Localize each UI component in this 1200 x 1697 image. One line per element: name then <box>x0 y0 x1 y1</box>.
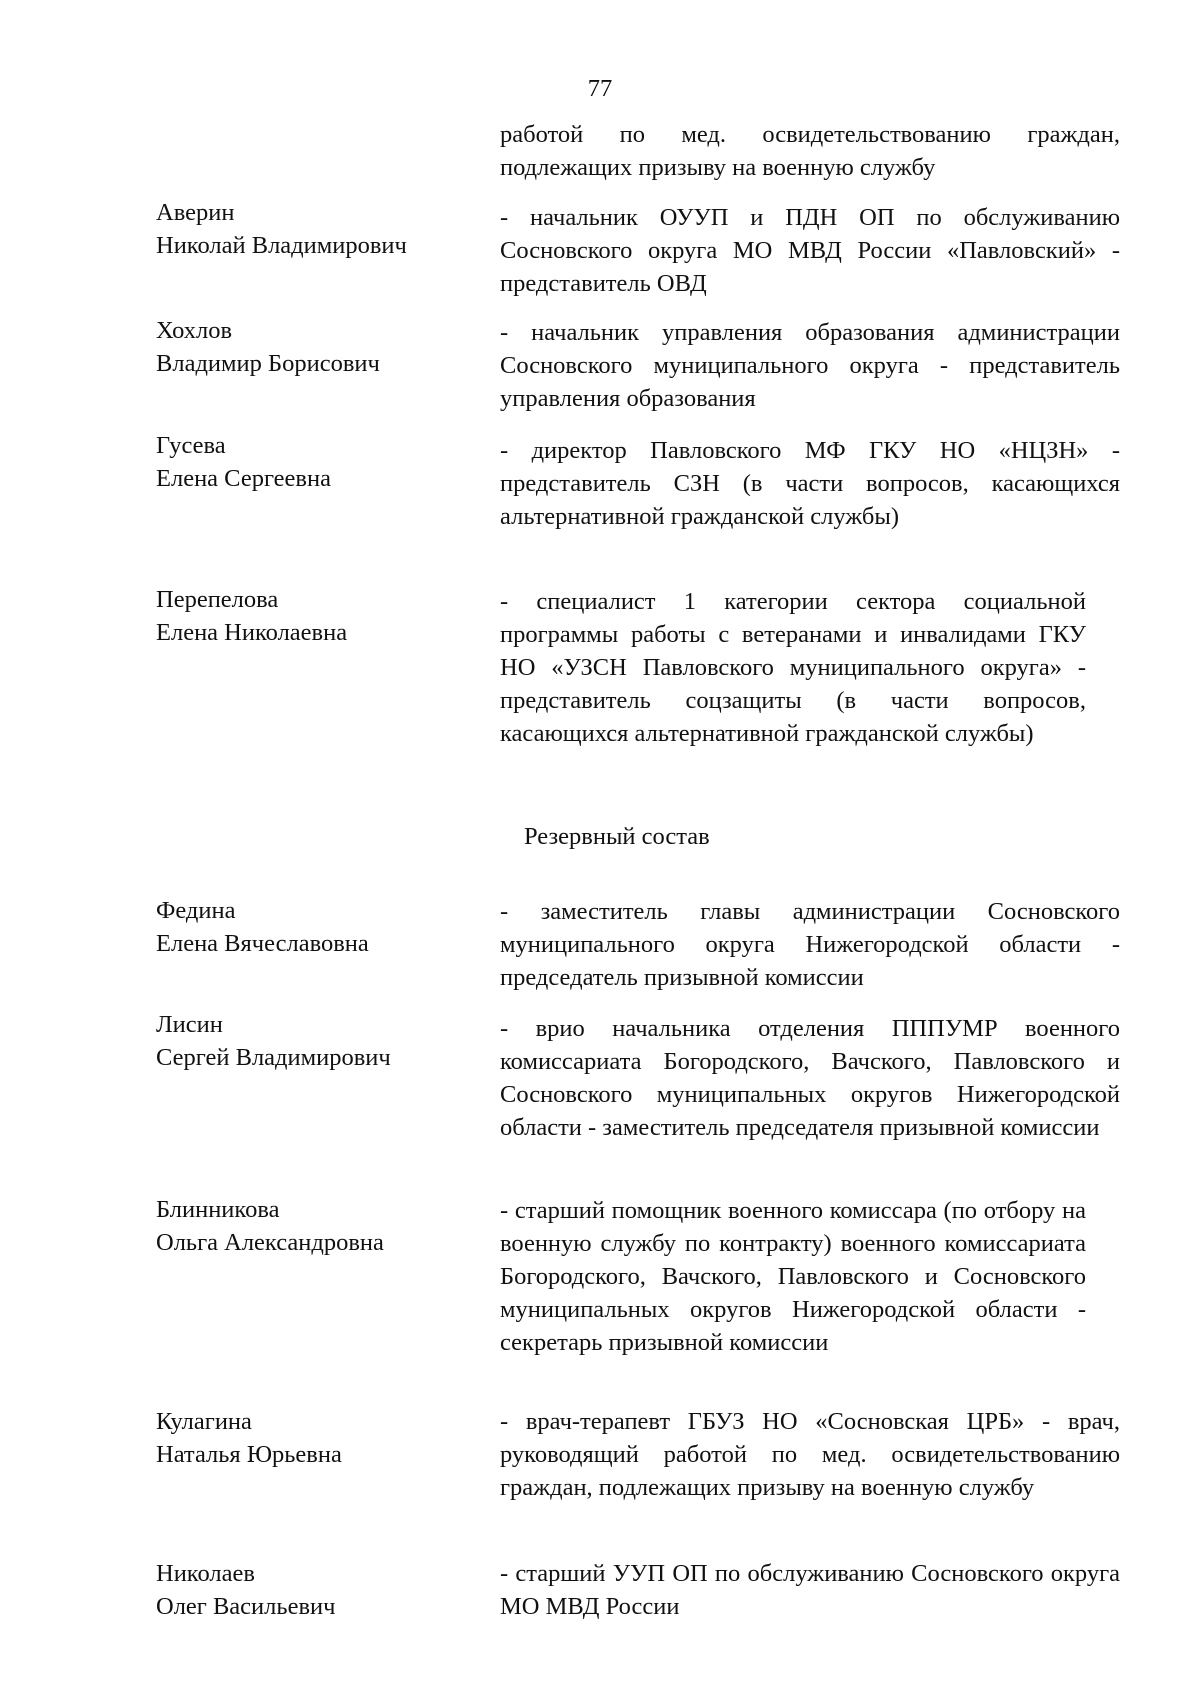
member-name-nikolaev <box>156 1557 476 1623</box>
member-surname: Блинникова <box>156 1196 280 1223</box>
reserve-heading: Резервный состав <box>524 823 710 850</box>
member-given-names: Елена Николаевна <box>156 619 348 646</box>
member-surname: Николаев <box>156 1560 255 1587</box>
member-given-names: Николай Владимирович <box>156 232 407 259</box>
member-role-khokhlov: - начальник управления образования администрации Сосновского муниципального округа - представитель управления образования <box>500 319 1120 412</box>
member-surname: Лисин <box>156 1011 223 1038</box>
member-surname: Кулагина <box>156 1408 252 1435</box>
member-given-names: Елена Вячеславовна <box>156 930 369 957</box>
member-surname: Перепелова <box>156 586 279 613</box>
member-surname: Хохлов <box>156 317 233 344</box>
member-role-perepelova: - специалист 1 категории сектора социальной программы работы с ветеранами и инвалидами ГКУ НО «УЗСН Павловского муниципального округа» - представитель соцзащиты (в части вопросов, касающихся альтернативной гражданской службы) <box>500 588 1086 747</box>
member-name-kulagina <box>156 1405 476 1471</box>
member-given-names: Наталья Юрьевна <box>156 1441 342 1468</box>
member-surname: Аверин <box>156 199 235 226</box>
member-name-fedina <box>156 894 476 960</box>
continuation-text: работой по мед. освидетельствованию граждан, подлежащих призыву на военную службу <box>500 121 1120 181</box>
page-number: 77 <box>587 75 613 102</box>
member-role-averin: - начальник ОУУП и ПДН ОП по обслуживанию Сосновского округа МО МВД России «Павловский» - представитель ОВД <box>500 204 1120 297</box>
member-given-names: Сергей Владимирович <box>156 1044 391 1071</box>
member-name-averin <box>156 196 476 262</box>
member-given-names: Елена Сергеевна <box>156 465 331 492</box>
member-role-kulagina: - врач-терапевт ГБУЗ НО «Сосновская ЦРБ» - врач, руководящий работой по мед. освидетельствованию граждан, подлежащих призыву на военную службу <box>500 1408 1120 1501</box>
member-name-blinnikova <box>156 1193 476 1259</box>
member-role-guseva: - директор Павловского МФ ГКУ НО «НЦЗН» - представитель СЗН (в части вопросов, касающихся альтернативной гражданской службы) <box>500 437 1120 530</box>
member-role-lisin: - врио начальника отделения ПППУМР военного комиссариата Богородского, Вачского, Павловского и Сосновского муниципальных округов Нижегородской области - заместитель председателя призывной комиссии <box>500 1015 1120 1141</box>
member-role-fedina: - заместитель главы администрации Сосновского муниципального округа Нижегородской области - председатель призывной комиссии <box>500 898 1120 991</box>
member-surname: Гусева <box>156 432 226 459</box>
member-given-names: Олег Васильевич <box>156 1593 336 1620</box>
member-role-nikolaev: - старший УУП ОП по обслуживанию Сосновского округа МО МВД России <box>500 1560 1120 1620</box>
member-surname: Федина <box>156 897 236 924</box>
member-name-lisin <box>156 1008 476 1074</box>
member-given-names: Владимир Борисович <box>156 350 380 377</box>
member-name-perepelova <box>156 583 476 649</box>
member-name-guseva <box>156 429 476 495</box>
member-name-khokhlov <box>156 314 476 380</box>
member-given-names: Ольга Александровна <box>156 1229 384 1256</box>
member-role-blinnikova: - старший помощник военного комиссара (по отбору на военную службу по контракту) военного комиссариата Богородского, Вачского, Павловского и Сосновского муниципальных округов Нижегородской области - секретарь призывной комиссии <box>500 1197 1086 1356</box>
